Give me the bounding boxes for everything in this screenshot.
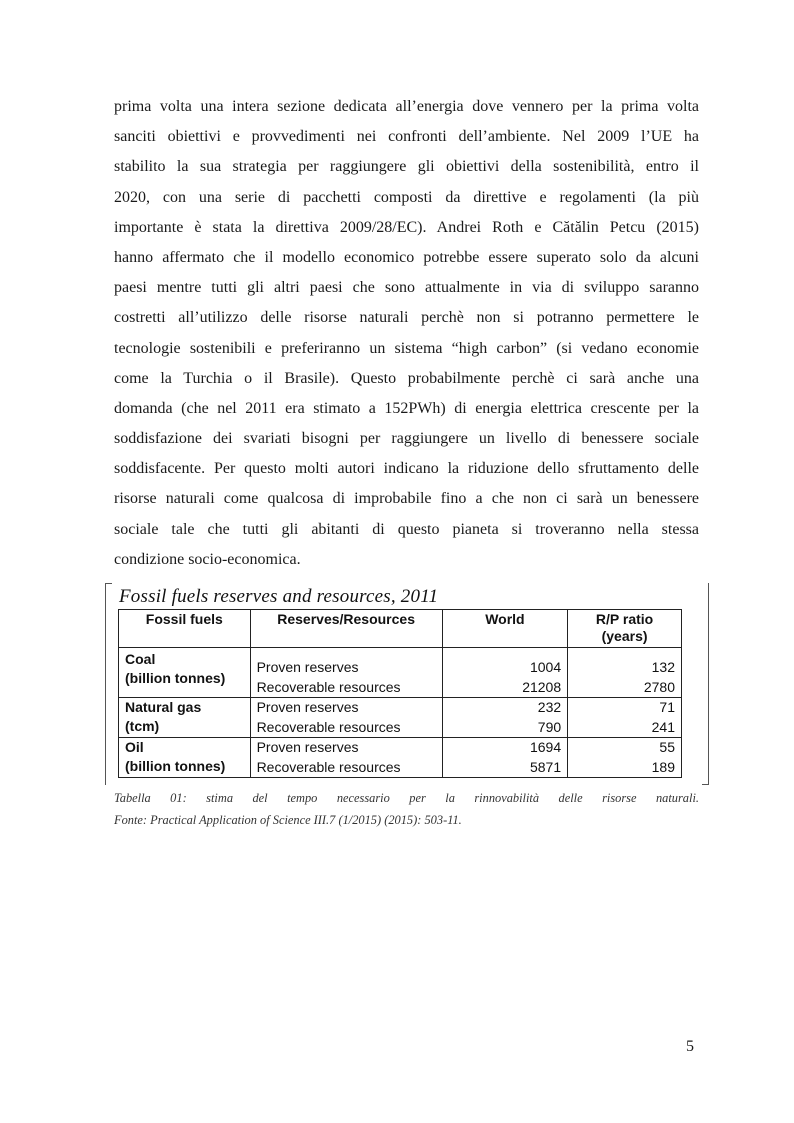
header-rp-ratio (568, 610, 682, 648)
header-rp-ratio-line2: (years) (601, 628, 648, 644)
paragraph-line: sociale tale che tutti gli abitanti di questo pianeta si troveranno nella stessa (114, 520, 699, 538)
table-row-natural-gas (119, 698, 682, 738)
rp-cell (568, 648, 682, 698)
paragraph-line: soddisfacente. Per questo molti autori indicano la riduzione dello sfruttamento delle (114, 460, 699, 478)
fuel-unit: (tcm) (125, 718, 160, 734)
rp-cell (568, 738, 682, 778)
caption-source-line: Fonte: Practical Application of Science III.7 (1/2015) (2015): 503-11. (114, 813, 462, 827)
type-recoverable: Recoverable resources (256, 718, 401, 735)
type-proven: Proven reserves (256, 659, 359, 675)
fuel-name: Natural gas (125, 699, 202, 715)
rp-proven-value: 71 (659, 699, 675, 715)
rp-recoverable-value: 241 (651, 718, 675, 735)
world-cell (442, 648, 567, 698)
fuel-name: Oil (125, 739, 144, 755)
table-row-coal (119, 648, 682, 698)
paragraph-line: come la Turchia o il Brasile). Questo probabilmente perchè ci sarà anche una (114, 369, 699, 387)
type-proven: Proven reserves (256, 699, 359, 715)
rp-cell (568, 698, 682, 738)
paragraph-line: risorse naturali come qualcosa di improbabile fino a che non ci sarà un benessere (114, 490, 699, 508)
type-cell (250, 648, 442, 698)
table-row-oil (119, 738, 682, 778)
paragraph-line: soddisfazione dei svariati bisogni per raggiungere un livello di benessere sociale (114, 430, 699, 448)
rp-recoverable-value: 189 (651, 758, 675, 775)
paragraph-line: sanciti obiettivi e provvedimenti nei confronti dell’ambiente. Nel 2009 l’UE ha (114, 128, 699, 146)
world-cell (442, 738, 567, 778)
header-rp-ratio-line1: R/P ratio (595, 611, 654, 627)
type-cell (250, 698, 442, 738)
type-recoverable: Recoverable resources (256, 758, 401, 775)
world-recoverable-value: 21208 (522, 678, 562, 695)
paragraph-line: importante è stata la direttiva 2009/28/EC). Andrei Roth e Cătălin Petcu (2015) (114, 218, 699, 236)
paragraph-line: condizione socio-economica. (114, 550, 301, 568)
fuel-unit: (billion tonnes) (125, 670, 226, 686)
world-proven-value: 1004 (529, 659, 562, 675)
fuel-cell (119, 648, 251, 698)
type-cell (250, 738, 442, 778)
header-reserves-resources: Reserves/Resources (250, 610, 442, 648)
paragraph-line: stabilito la sua strategia per raggiungere gli obiettivi della sostenibilità, entro il (114, 158, 699, 176)
rp-proven-value: 55 (659, 739, 675, 755)
header-fossil-fuels: Fossil fuels (119, 610, 251, 648)
paragraph-line: tecnologie sostenibili e preferiranno un sistema “high carbon” (si vedano economie (114, 339, 699, 357)
paragraph-line: hanno affermato che il modello economico potrebbe essere superato solo da alcuni (114, 248, 699, 266)
type-recoverable: Recoverable resources (256, 678, 401, 695)
page-number: 5 (686, 1038, 694, 1055)
world-recoverable-value: 5871 (529, 758, 562, 775)
paragraph-line: prima volta una intera sezione dedicata all’energia dove vennero per la prima volta (114, 98, 699, 115)
type-proven: Proven reserves (256, 739, 359, 755)
paragraph-line: costretti all’utilizzo delle risorse naturali perchè non si potranno permettere le (114, 309, 699, 327)
world-recoverable-value: 790 (537, 718, 562, 735)
paragraph-line: 2020, con una serie di pacchetti composti da direttive e regolamenti (la più (114, 188, 699, 206)
world-proven-value: 232 (537, 699, 562, 715)
table-caption (114, 787, 699, 831)
paragraph-line: domanda (che nel 2011 era stimato a 152PWh) di energia elettrica crescente per la (114, 399, 699, 417)
world-cell (442, 698, 567, 738)
world-proven-value: 1694 (529, 739, 562, 755)
table-header-row (119, 610, 682, 648)
paragraph-line: paesi mentre tutti gli altri paesi che sono attualmente in via di sviluppo saranno (114, 279, 699, 297)
fuel-cell (119, 698, 251, 738)
fuel-unit: (billion tonnes) (125, 758, 226, 774)
fossil-fuels-table (118, 609, 682, 778)
fuel-name: Coal (125, 651, 156, 667)
fuel-cell (119, 738, 251, 778)
rp-proven-value: 132 (651, 659, 675, 675)
caption-line: Tabella 01: stima del tempo necessario per la rinnovabilità delle risorse naturali. (114, 791, 699, 805)
rp-recoverable-value: 2780 (643, 678, 675, 695)
header-world: World (442, 610, 567, 648)
body-paragraph (114, 92, 699, 575)
table-title: Fossil fuels reserves and resources, 2011 (119, 586, 439, 607)
